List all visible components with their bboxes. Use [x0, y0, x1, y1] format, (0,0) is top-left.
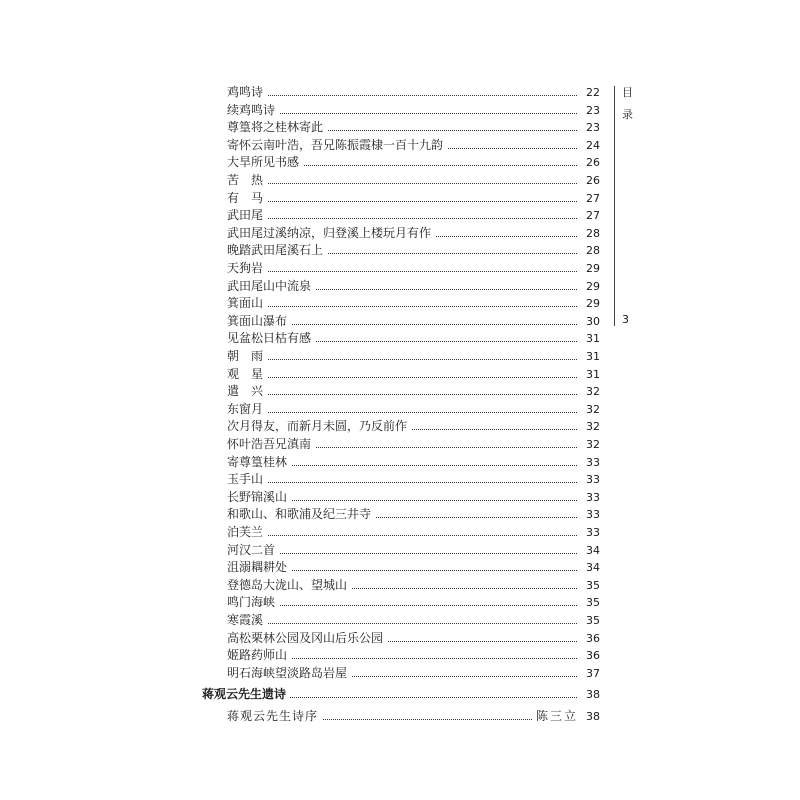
toc-entry-title: 晚踏武田尾溪石上 — [227, 242, 327, 259]
dot-leader — [227, 306, 577, 307]
toc-entry-page: 28 — [578, 242, 600, 259]
toc-entry-title: 河汉二首 — [227, 542, 279, 559]
toc-entry-page: 38 — [578, 708, 600, 725]
toc-entry[interactable] — [0, 471, 800, 488]
dot-leader — [227, 113, 577, 114]
toc-entry[interactable] — [0, 418, 800, 435]
toc-entry[interactable] — [0, 436, 800, 453]
toc-entry[interactable] — [0, 260, 800, 277]
toc-entry-page: 34 — [578, 542, 600, 559]
toc-entry[interactable] — [0, 401, 800, 418]
dot-leader — [227, 377, 577, 378]
toc-entry-page: 33 — [578, 454, 600, 471]
toc-section[interactable] — [0, 686, 800, 703]
toc-entry-title: 东窗月 — [227, 401, 267, 418]
toc-entry[interactable] — [0, 137, 800, 154]
dot-leader — [227, 218, 577, 219]
toc-entry-title: 鸣门海峡 — [227, 594, 279, 611]
toc-entry-title: 高松栗林公园及冈山后乐公园 — [227, 630, 387, 647]
toc-entry[interactable] — [0, 313, 800, 330]
toc-entry-page: 33 — [578, 471, 600, 488]
toc-entry-title: 天狗岩 — [227, 260, 267, 277]
toc-entry-page: 33 — [578, 524, 600, 541]
toc-entry-page: 32 — [578, 401, 600, 418]
toc-entry-title: 次月得友，而新月未圆，乃反前作 — [227, 418, 411, 435]
toc-entry-title: 长野锦溪山 — [227, 489, 291, 506]
toc-entry-title: 泊芙兰 — [227, 524, 267, 541]
dot-leader — [227, 359, 577, 360]
toc-entry-page: 29 — [578, 260, 600, 277]
dot-leader — [227, 605, 577, 606]
toc-entry-title: 和歌山、和歌浦及纪三井寺 — [227, 506, 375, 523]
toc-entry-title: 箕面山瀑布 — [227, 313, 291, 330]
toc-entry-page: 33 — [578, 506, 600, 523]
toc-entry[interactable] — [0, 119, 800, 136]
toc-entry-title: 玉手山 — [227, 471, 267, 488]
toc-entry[interactable] — [0, 172, 800, 189]
toc-entry-page: 28 — [578, 225, 600, 242]
toc-entry-title: 寄怀云南叶浩，吾兄陈振霞棣一百十九韵 — [227, 137, 447, 154]
toc-entry-page: 31 — [578, 366, 600, 383]
toc-entry[interactable] — [0, 559, 800, 576]
toc-entry[interactable] — [0, 225, 800, 242]
toc-entry-page: 23 — [578, 119, 600, 136]
toc-entry[interactable] — [0, 542, 800, 559]
toc-entry[interactable] — [0, 383, 800, 400]
dot-leader — [227, 201, 577, 202]
toc-entry-page: 38 — [578, 686, 600, 703]
toc-entry-title: 观 星 — [227, 366, 267, 383]
toc-entry-page: 24 — [578, 137, 600, 154]
dot-leader — [227, 553, 577, 554]
toc-entry[interactable] — [0, 154, 800, 171]
toc-entry[interactable] — [0, 665, 800, 682]
toc-entry[interactable] — [0, 630, 800, 647]
toc-entry[interactable] — [0, 454, 800, 471]
dot-leader — [227, 623, 577, 624]
toc-entry-author: 陈三立 — [532, 708, 578, 725]
dot-leader — [227, 412, 577, 413]
toc-entry-title: 蒋观云先生诗序 — [227, 708, 322, 725]
dot-leader — [227, 271, 577, 272]
toc-entry-page: 29 — [578, 295, 600, 312]
toc-entry-title: 尊篁将之桂林寄此 — [227, 119, 327, 136]
toc-entry[interactable] — [0, 348, 800, 365]
toc-entry[interactable] — [0, 506, 800, 523]
toc-entry-title: 大旱所见书感 — [227, 154, 303, 171]
toc-entry[interactable] — [0, 577, 800, 594]
toc-entry-page: 32 — [578, 383, 600, 400]
toc-entry-title: 有 马 — [227, 190, 267, 207]
toc-entry-title: 朝 雨 — [227, 348, 267, 365]
toc-entry-title: 寄尊篁桂林 — [227, 454, 291, 471]
toc-entry-page: 34 — [578, 559, 600, 576]
toc-entry-title: 蒋观云先生遗诗 — [202, 686, 290, 703]
toc-entry-title: 寒霞溪 — [227, 612, 267, 629]
toc-entry-title: 苦 热 — [227, 172, 267, 189]
toc-entry-title: 续鸡鸣诗 — [227, 102, 279, 119]
toc-entry-page: 33 — [578, 489, 600, 506]
toc-entry-page: 31 — [578, 348, 600, 365]
toc-entry-page: 36 — [578, 630, 600, 647]
toc-entry-page: 37 — [578, 665, 600, 682]
toc-entry[interactable] — [0, 278, 800, 295]
toc-entry-page: 22 — [578, 84, 600, 101]
toc-entry-page: 35 — [578, 594, 600, 611]
side-label-mu: 目 — [622, 86, 633, 99]
toc-entry-title: 武田尾过溪纳凉，归登溪上楼玩月有作 — [227, 225, 435, 242]
folio-page-number: 3 — [622, 313, 629, 326]
toc-entry-title: 见盆松日枯有感 — [227, 330, 315, 347]
toc-entry[interactable] — [0, 242, 800, 259]
toc-entry-page: 23 — [578, 102, 600, 119]
toc-entry-page: 27 — [578, 190, 600, 207]
dot-leader — [320, 719, 536, 720]
toc-entry-title: 明石海峡望淡路岛岩屋 — [227, 665, 351, 682]
toc-entry[interactable] — [0, 84, 800, 101]
toc-entry-title: 沮溺耦耕处 — [227, 559, 291, 576]
dot-leader — [227, 535, 577, 536]
toc-entry-page: 29 — [578, 278, 600, 295]
toc-entry-page: 31 — [578, 330, 600, 347]
toc-entry-title: 遣 兴 — [227, 383, 267, 400]
side-label-lu: 录 — [622, 108, 633, 121]
toc-entry-page: 35 — [578, 577, 600, 594]
toc-entry-page: 26 — [578, 154, 600, 171]
toc-entry[interactable] — [0, 190, 800, 207]
toc-entry[interactable] — [0, 330, 800, 347]
toc-entry-title: 怀叶浩吾兄滇南 — [227, 436, 315, 453]
toc-entry[interactable] — [0, 366, 800, 383]
toc-entry-title: 箕面山 — [227, 295, 267, 312]
dot-leader — [227, 394, 577, 395]
toc-entry-page: 35 — [578, 612, 600, 629]
toc-entry-page: 27 — [578, 207, 600, 224]
toc-entry-page: 32 — [578, 418, 600, 435]
toc-entry[interactable] — [0, 524, 800, 541]
toc-entry[interactable] — [0, 647, 800, 664]
toc-entry[interactable] — [0, 612, 800, 629]
toc-entry-page: 36 — [578, 647, 600, 664]
toc-entry[interactable] — [0, 489, 800, 506]
toc-entry-title: 登德岛大泷山、望城山 — [227, 577, 351, 594]
toc-entry[interactable] — [0, 594, 800, 611]
toc-entry-page: 26 — [578, 172, 600, 189]
toc-entry-title: 姬路药师山 — [227, 647, 291, 664]
toc-entry-page: 30 — [578, 313, 600, 330]
toc-sub[interactable] — [0, 708, 800, 725]
dot-leader — [227, 482, 577, 483]
toc-entry-page: 32 — [578, 436, 600, 453]
dot-leader — [227, 95, 577, 96]
toc-entry-title: 鸡鸣诗 — [227, 84, 267, 101]
toc-entry[interactable] — [0, 295, 800, 312]
dot-leader — [227, 183, 577, 184]
toc-entry[interactable] — [0, 207, 800, 224]
toc-entry-title: 武田尾 — [227, 207, 267, 224]
toc-entry-title: 武田尾山中流泉 — [227, 278, 315, 295]
toc-entry[interactable] — [0, 102, 800, 119]
